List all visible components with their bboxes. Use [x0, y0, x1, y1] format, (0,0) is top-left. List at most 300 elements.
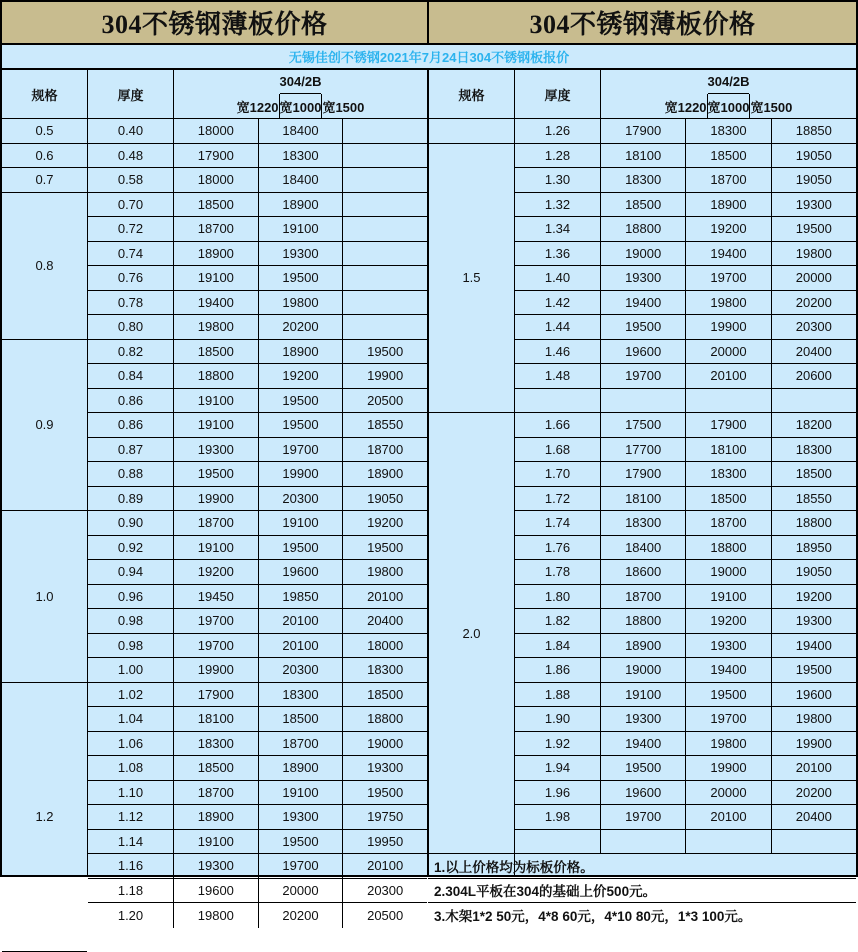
price-cell [343, 242, 427, 266]
price-cell: 19900 [772, 732, 856, 756]
table-row [88, 609, 427, 634]
header-group-label-left: 304/2B [280, 70, 322, 94]
thickness-cell: 0.80 [88, 315, 174, 339]
table-row [88, 168, 427, 193]
table-row [515, 781, 856, 806]
price-cell: 19600 [601, 340, 686, 364]
thickness-cell: 1.48 [515, 364, 601, 388]
price-cell: 19900 [686, 315, 771, 339]
price-cell: 18800 [601, 609, 686, 633]
price-cell: 19800 [259, 291, 344, 315]
price-cell: 19400 [686, 242, 771, 266]
price-cell: 19500 [343, 340, 427, 364]
price-cell: 19500 [686, 683, 771, 707]
table-row [515, 536, 856, 561]
spec-group-cell: 1.2 [2, 683, 87, 952]
price-cell: 19200 [259, 364, 344, 388]
thickness-cell: 1.36 [515, 242, 601, 266]
price-cell: 19500 [259, 389, 344, 413]
header-spec-left: 规格 [2, 70, 88, 118]
price-cell: 18500 [601, 193, 686, 217]
table-row [88, 413, 427, 438]
header-group-label-right: 304/2B [708, 70, 750, 94]
header-width-row-left [237, 94, 365, 118]
spec-group-cell: 0.5 [2, 119, 87, 144]
price-cell: 20200 [772, 781, 856, 805]
table-row [515, 560, 856, 585]
price-cell: 20100 [686, 805, 771, 829]
table-row [515, 389, 856, 414]
price-cell: 18800 [343, 707, 427, 731]
thickness-cell: 1.84 [515, 634, 601, 658]
price-cell: 19100 [174, 266, 259, 290]
price-cell: 18600 [601, 560, 686, 584]
thickness-cell: 0.90 [88, 511, 174, 535]
price-cell: 19000 [601, 658, 686, 682]
thickness-cell: 1.12 [88, 805, 174, 829]
price-cell: 19100 [259, 781, 344, 805]
thickness-cell: 1.06 [88, 732, 174, 756]
table-row [88, 830, 427, 855]
price-cell: 18100 [686, 438, 771, 462]
table-row [88, 438, 427, 463]
price-cell: 19700 [259, 854, 344, 878]
price-cell: 19900 [174, 658, 259, 682]
thickness-cell: 1.66 [515, 413, 601, 437]
price-cell: 19800 [772, 707, 856, 731]
price-cell: 18900 [259, 193, 344, 217]
thickness-cell: 1.98 [515, 805, 601, 829]
price-cell: 19800 [343, 560, 427, 584]
price-cell [601, 389, 686, 413]
price-cell: 19200 [174, 560, 259, 584]
price-cell: 18800 [772, 511, 856, 535]
price-cell: 19950 [343, 830, 427, 854]
spec-group-cell: 2.0 [429, 413, 514, 854]
header-thickness-left: 厚度 [88, 70, 174, 118]
price-cell: 19500 [259, 830, 344, 854]
spec-group-cell: 0.8 [2, 193, 87, 340]
thickness-cell: 1.74 [515, 511, 601, 535]
table-row [88, 389, 427, 414]
price-cell: 20100 [686, 364, 771, 388]
price-cell: 19300 [601, 707, 686, 731]
price-cell: 19500 [259, 536, 344, 560]
price-cell: 17900 [601, 119, 686, 143]
header-width-1220-left: 宽1220 [237, 94, 280, 118]
price-cell: 20000 [686, 340, 771, 364]
price-cell: 19200 [686, 217, 771, 241]
table-row [88, 854, 427, 879]
price-cell: 19200 [343, 511, 427, 535]
price-cell: 19700 [174, 609, 259, 633]
price-cell: 17700 [601, 438, 686, 462]
spec-group-cell: 1.5 [429, 144, 514, 414]
price-cell: 20200 [259, 315, 344, 339]
price-cell: 18300 [601, 511, 686, 535]
thickness-cell [515, 389, 601, 413]
table-row [88, 462, 427, 487]
price-cell: 18700 [686, 511, 771, 535]
thickness-cell: 1.90 [515, 707, 601, 731]
price-cell: 18500 [259, 707, 344, 731]
price-cell: 18300 [174, 732, 259, 756]
table-row [88, 756, 427, 781]
price-cell: 20300 [772, 315, 856, 339]
price-cell: 19300 [174, 438, 259, 462]
price-cell: 19200 [772, 585, 856, 609]
thickness-cell: 0.58 [88, 168, 174, 192]
price-cell: 18900 [343, 462, 427, 486]
table-row [515, 217, 856, 242]
table-row [515, 487, 856, 512]
thickness-cell: 0.70 [88, 193, 174, 217]
price-cell: 19700 [601, 805, 686, 829]
table-row [515, 438, 856, 463]
price-cell: 20300 [259, 658, 344, 682]
price-cell: 18300 [259, 144, 344, 168]
price-cell: 20400 [772, 805, 856, 829]
price-cell [343, 266, 427, 290]
thickness-cell: 0.84 [88, 364, 174, 388]
thickness-cell: 0.98 [88, 634, 174, 658]
table-row [88, 560, 427, 585]
footer-note: 1.以上价格均为标板价格。 [428, 854, 856, 879]
thickness-cell: 1.70 [515, 462, 601, 486]
subtitle-text: 无锡佳创不锈钢2021年7月24日304不锈钢板报价 [289, 47, 569, 66]
price-cell: 18700 [174, 511, 259, 535]
thickness-cell: 0.92 [88, 536, 174, 560]
thickness-cell: 0.87 [88, 438, 174, 462]
price-cell: 19500 [343, 536, 427, 560]
thickness-cell: 1.28 [515, 144, 601, 168]
table-row [515, 756, 856, 781]
price-cell: 18500 [343, 683, 427, 707]
price-cell: 19000 [343, 732, 427, 756]
header-width-1000-left: 宽1000 [280, 94, 323, 118]
price-cell [343, 217, 427, 241]
table-row [515, 193, 856, 218]
price-cell: 19300 [259, 805, 344, 829]
thickness-cell: 0.72 [88, 217, 174, 241]
thickness-cell: 1.10 [88, 781, 174, 805]
price-cell: 19200 [686, 609, 771, 633]
price-cell: 18300 [772, 438, 856, 462]
price-cell: 18700 [174, 781, 259, 805]
table-row [515, 830, 856, 855]
title-band [2, 2, 856, 45]
price-cell: 19900 [174, 487, 259, 511]
table-row [88, 879, 427, 904]
thickness-cell: 0.78 [88, 291, 174, 315]
table-row [88, 781, 427, 806]
table-row [515, 119, 856, 144]
price-cell: 18700 [601, 585, 686, 609]
table-row [515, 707, 856, 732]
thickness-cell [515, 830, 601, 854]
price-cell: 20300 [259, 487, 344, 511]
table-row [515, 511, 856, 536]
spec-group-cell [429, 119, 514, 144]
price-cell: 19300 [686, 634, 771, 658]
thickness-cell: 0.76 [88, 266, 174, 290]
thickness-cell: 1.02 [88, 683, 174, 707]
right-rows-column [515, 119, 856, 875]
header-width-1500-left: 宽1500 [322, 94, 364, 118]
thickness-cell: 0.48 [88, 144, 174, 168]
price-cell: 19500 [772, 217, 856, 241]
price-cell: 20100 [343, 585, 427, 609]
price-cell: 19500 [601, 315, 686, 339]
header-width-1220-right: 宽1220 [665, 94, 708, 118]
table-row [88, 805, 427, 830]
table-row [88, 291, 427, 316]
price-cell [772, 830, 856, 854]
thickness-cell: 1.80 [515, 585, 601, 609]
price-cell: 19900 [686, 756, 771, 780]
table-row [515, 683, 856, 708]
thickness-cell: 1.44 [515, 315, 601, 339]
price-cell: 20300 [343, 879, 427, 903]
header-group-left [174, 70, 427, 118]
thickness-cell: 1.34 [515, 217, 601, 241]
thickness-cell: 1.46 [515, 340, 601, 364]
subtitle-band [2, 45, 856, 70]
left-rows-column [88, 119, 427, 875]
price-cell: 20000 [686, 781, 771, 805]
header-thickness-right: 厚度 [515, 70, 601, 118]
table-row [515, 168, 856, 193]
table-row [88, 364, 427, 389]
header-width-1000-right: 宽1000 [708, 94, 751, 118]
price-cell: 19800 [174, 903, 259, 928]
price-cell: 19500 [772, 658, 856, 682]
table-body [2, 70, 856, 875]
price-cell: 20000 [772, 266, 856, 290]
price-cell: 19100 [601, 683, 686, 707]
price-cell: 19100 [174, 830, 259, 854]
left-spec-column [2, 119, 88, 875]
price-cell: 19850 [259, 585, 344, 609]
thickness-cell: 1.92 [515, 732, 601, 756]
price-cell: 20400 [343, 609, 427, 633]
table-row [515, 340, 856, 365]
page-title-left: 304不锈钢薄板价格 [101, 4, 327, 41]
header-width-1500-right: 宽1500 [750, 94, 792, 118]
price-cell: 19700 [601, 364, 686, 388]
price-cell: 18550 [772, 487, 856, 511]
price-cell: 19300 [259, 242, 344, 266]
price-cell: 18700 [259, 732, 344, 756]
price-cell: 18500 [174, 340, 259, 364]
thickness-cell: 1.96 [515, 781, 601, 805]
price-cell: 19500 [259, 266, 344, 290]
price-cell: 19400 [601, 732, 686, 756]
table-row [88, 585, 427, 610]
price-cell: 18900 [174, 805, 259, 829]
price-cell: 19300 [772, 193, 856, 217]
table-row [88, 903, 427, 928]
table-row [88, 658, 427, 683]
thickness-cell: 0.98 [88, 609, 174, 633]
price-cell: 19800 [686, 291, 771, 315]
price-cell: 19050 [772, 168, 856, 192]
price-cell: 19300 [601, 266, 686, 290]
thickness-cell: 0.86 [88, 413, 174, 437]
price-cell [343, 291, 427, 315]
table-row [515, 315, 856, 340]
price-cell: 18500 [174, 756, 259, 780]
price-cell: 18700 [686, 168, 771, 192]
price-cell: 18100 [601, 144, 686, 168]
table-row [515, 658, 856, 683]
title-cell-right [429, 2, 856, 43]
page-title-right: 304不锈钢薄板价格 [529, 4, 755, 41]
price-cell: 18000 [174, 119, 259, 143]
price-cell: 19000 [686, 560, 771, 584]
thickness-cell: 0.86 [88, 389, 174, 413]
table-row [88, 193, 427, 218]
price-cell: 18900 [174, 242, 259, 266]
table-row [515, 144, 856, 169]
price-cell: 17900 [686, 413, 771, 437]
thickness-cell: 1.30 [515, 168, 601, 192]
price-cell: 19700 [174, 634, 259, 658]
price-cell: 20100 [772, 756, 856, 780]
price-cell: 19750 [343, 805, 427, 829]
table-row [88, 242, 427, 267]
price-cell: 19700 [686, 266, 771, 290]
price-cell: 18200 [772, 413, 856, 437]
price-cell: 17900 [174, 144, 259, 168]
table-row [88, 707, 427, 732]
price-cell: 18300 [259, 683, 344, 707]
price-cell: 18400 [601, 536, 686, 560]
table-row [515, 462, 856, 487]
right-spec-column [429, 119, 515, 875]
price-cell: 20100 [259, 634, 344, 658]
price-cell: 18500 [686, 144, 771, 168]
thickness-cell: 1.16 [88, 854, 174, 878]
header-group-right [601, 70, 856, 118]
price-cell: 18000 [174, 168, 259, 192]
thickness-cell: 0.40 [88, 119, 174, 143]
table-row [88, 217, 427, 242]
price-cell: 17900 [174, 683, 259, 707]
thickness-cell: 1.04 [88, 707, 174, 731]
price-cell: 19100 [259, 217, 344, 241]
price-cell: 18800 [174, 364, 259, 388]
thickness-cell: 1.72 [515, 487, 601, 511]
thickness-cell: 1.82 [515, 609, 601, 633]
price-cell: 17900 [601, 462, 686, 486]
table-row [515, 291, 856, 316]
spec-group-cell: 0.7 [2, 168, 87, 193]
table-row [88, 266, 427, 291]
price-cell: 19400 [772, 634, 856, 658]
table-row [88, 511, 427, 536]
thickness-cell: 1.08 [88, 756, 174, 780]
price-cell [686, 389, 771, 413]
right-grid [429, 119, 856, 875]
thickness-cell: 1.68 [515, 438, 601, 462]
price-cell: 20400 [772, 340, 856, 364]
price-cell: 19400 [686, 658, 771, 682]
price-cell: 19100 [259, 511, 344, 535]
thickness-cell: 1.00 [88, 658, 174, 682]
price-cell: 19600 [772, 683, 856, 707]
thickness-cell: 0.74 [88, 242, 174, 266]
table-row [515, 585, 856, 610]
table-row [515, 732, 856, 757]
price-cell: 19900 [343, 364, 427, 388]
thickness-cell: 1.20 [88, 903, 174, 928]
price-cell: 18500 [174, 193, 259, 217]
price-cell: 19500 [174, 462, 259, 486]
price-cell [343, 315, 427, 339]
price-cell: 19900 [259, 462, 344, 486]
table-row [515, 242, 856, 267]
price-cell: 18100 [174, 707, 259, 731]
price-cell: 19050 [772, 144, 856, 168]
price-cell: 18950 [772, 536, 856, 560]
thickness-cell: 0.96 [88, 585, 174, 609]
price-cell: 19700 [686, 707, 771, 731]
price-cell [601, 830, 686, 854]
price-cell: 18900 [259, 756, 344, 780]
left-header-row [2, 70, 427, 119]
price-cell: 20200 [259, 903, 344, 928]
price-cell: 19300 [174, 854, 259, 878]
price-cell: 18500 [772, 462, 856, 486]
price-cell: 18800 [601, 217, 686, 241]
left-grid [2, 119, 427, 875]
price-cell: 19050 [772, 560, 856, 584]
thickness-cell: 1.32 [515, 193, 601, 217]
thickness-cell: 1.78 [515, 560, 601, 584]
price-cell: 19100 [174, 536, 259, 560]
table-row [88, 144, 427, 169]
spec-group-cell: 0.9 [2, 340, 87, 512]
price-cell: 19800 [686, 732, 771, 756]
price-cell: 20000 [259, 879, 344, 903]
price-cell: 19400 [601, 291, 686, 315]
thickness-cell: 0.82 [88, 340, 174, 364]
price-cell: 19500 [601, 756, 686, 780]
thickness-cell: 1.26 [515, 119, 601, 143]
price-cell: 19800 [772, 242, 856, 266]
thickness-cell: 1.76 [515, 536, 601, 560]
table-row [88, 536, 427, 561]
price-cell: 18900 [686, 193, 771, 217]
thickness-cell: 1.40 [515, 266, 601, 290]
price-cell: 19050 [343, 487, 427, 511]
header-spec-right: 规格 [429, 70, 515, 118]
left-table-panel [2, 70, 429, 875]
price-cell: 18850 [772, 119, 856, 143]
price-cell: 20100 [259, 609, 344, 633]
price-cell [686, 830, 771, 854]
price-cell: 20100 [343, 854, 427, 878]
price-cell: 20500 [343, 389, 427, 413]
table-row [515, 634, 856, 659]
spec-group-cell: 1.0 [2, 511, 87, 683]
table-row [515, 805, 856, 830]
price-cell: 19450 [174, 585, 259, 609]
price-cell: 19400 [174, 291, 259, 315]
price-cell: 20600 [772, 364, 856, 388]
thickness-cell: 1.18 [88, 879, 174, 903]
